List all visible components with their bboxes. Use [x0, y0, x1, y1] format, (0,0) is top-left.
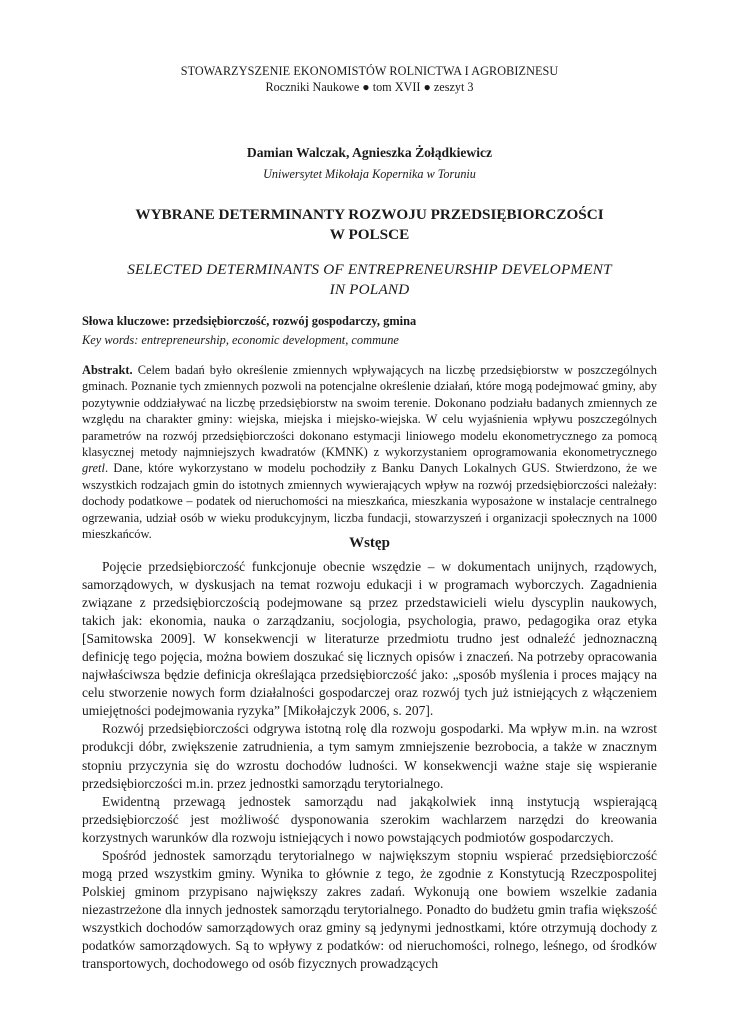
article-authors: Damian Walczak, Agnieszka Żołądkiewicz [246, 145, 493, 160]
article-title-pl [82, 205, 657, 245]
journal-association: STOWARZYSZENIE EKONOMISTÓW ROLNICTWA I AGROBIZNESU [180, 64, 559, 78]
keywords-pl: Słowa kluczowe: przedsiębiorczość, rozwój gospodarczy, gmina [82, 314, 417, 328]
paragraph: Rozwój przedsiębiorczości odgrywa istotną rolę dla rozwoju gospodarki. Ma wpływ m.in. na wzrost produkcji dóbr, zwiększenie zatrudnienia, a tym samym zmniejszenie bezrobocia, a także w znacznym stopniu przyczynia się do wzrostu dochodów ludności. W konsekwencji ważne staje się wspieranie przedsiębiorczości m.in. przez jednostki samorządu terytorialnego. [82, 721, 657, 791]
abstract [82, 362, 657, 542]
abstract-software: gretl [82, 461, 105, 476]
abstract-text-2: . Dane, które wykorzystano w modelu pochodziły z Banku Danych Lokalnych GUS. Stwierdzono, że we wszystkich rodzajach gmin do istotnych zmiennych wywierających wpływ na rozwój przedsiębiorczości należały: dochody podatkowe – podatek od nieruchomości na mieszkańca, mieszkania wyposażone w instalacje centralnego ogrzewania, udział osób w wieku produkcyjnym, liczba fundacji, stowarzyszeń i organizacji społecznych na 1000 mieszkańców. [82, 461, 657, 542]
title-pl-line-1: WYBRANE DETERMINANTY ROZWOJU PRZEDSIĘBIORCZOŚCI [135, 206, 604, 223]
journal-series: Roczniki Naukowe ● tom XVII ● zeszyt 3 [265, 80, 474, 94]
title-en-line-1: SELECTED DETERMINANTS OF ENTREPRENEURSHIP DEVELOPMENT [127, 261, 612, 278]
article-affiliation: Uniwersytet Mikołaja Kopernika w Toruniu [263, 167, 476, 181]
paragraph: Spośród jednostek samorządu terytorialnego w największym stopniu wspierać przedsiębiorczość mogą przed wszystkim gminy. Wynika to głównie z tego, że zgodnie z Konstytucją Rzeczpospolitej Polskiej gminom przypisano największy zakres zadań. Wykonują one bowiem wszelkie zadania niezastrzeżone dla innych jednostek samorządu terytorialnego. Ponadto do budżetu gmin trafia większość wszystkich dochodów samorządowych oraz gminy są jedynymi jednostkami, które otrzymują dochody z podatków samorządowych. Są to wpływy z podatków: od nieruchomości, rolnego, leśnego, od środków transportowych, dochodowego od osób fizycznych prowadzących [82, 847, 657, 972]
title-pl-line-2: W POLSCE [329, 226, 410, 243]
paragraph: Ewidentną przewagą jednostek samorządu nad jakąkolwiek inną instytucją wspierającą przedsiębiorczość jest możliwość dysponowania szerokim wachlarzem narzędzi do kreowania korzystnych warunków dla rozwoju istniejących i nowo powstających podmiotów gospodarczych. [82, 793, 657, 845]
title-en-line-2: IN POLAND [329, 281, 410, 298]
body-text [82, 558, 657, 973]
abstract-text-1: Celem badań było określenie zmiennych wpływających na liczbę przedsiębiorstw w poszczególnych gminach. Poznanie tych zmiennych pozwoli na potencjalne określenie działań, które mogą podejmować gminy, aby pozytywnie oddziaływać na liczbę przedsiębiorstw na swoim terenie. Dokonano podziału badanych zmiennych ze względu na charakter gminy: wiejska, miejska i miejsko-wiejska. W celu wyjaśnienia wpływu poszczególnych parametrów na rozwój przedsiębiorczości dokonano estymacji liniowego modelu ekonometrycznego za pomocą klasycznej metody najmniejszych kwadratów (KMNK) z wykorzystaniem oprogramowania ekonometrycznego [82, 363, 657, 460]
paragraph: Pojęcie przedsiębiorczość funkcjonuje obecnie wszędzie – w dokumentach unijnych, rządowych, samorządowych, w dyskusjach na temat rozwoju edukacji i w programach wyborczych. Zagadnienia związane z przedsiębiorczością podejmowane są przez przedstawicieli wielu dyscyplin naukowych, takich jak: ekonomia, nauka o zarządzaniu, socjologia, psychologia, prawo, pedagogika oraz etyka [Samitowska 2009]. W konsekwencji w literaturze przedmiotu trudno jest odnaleźć jednoznaczną definicję tego pojęcia, można bowiem doszukać się licznych opisów i znaczeń. Na potrzeby opracowania najwłaściwsza będzie definicja określająca przedsiębiorczość jako: „sposób myślenia i proces mający na celu stworzenie nowych form działalności gospodarczej oraz rozwój tych już istniejących z włączeniem umiejętności podejmowania ryzyka” [Mikołajczyk 2006, s. 207]. [82, 559, 657, 719]
section-title: Wstęp [349, 535, 390, 551]
keywords-en: Key words: entrepreneurship, economic development, commune [82, 333, 399, 347]
abstract-label: Abstrakt. [82, 363, 133, 377]
article-title-en [82, 260, 657, 300]
